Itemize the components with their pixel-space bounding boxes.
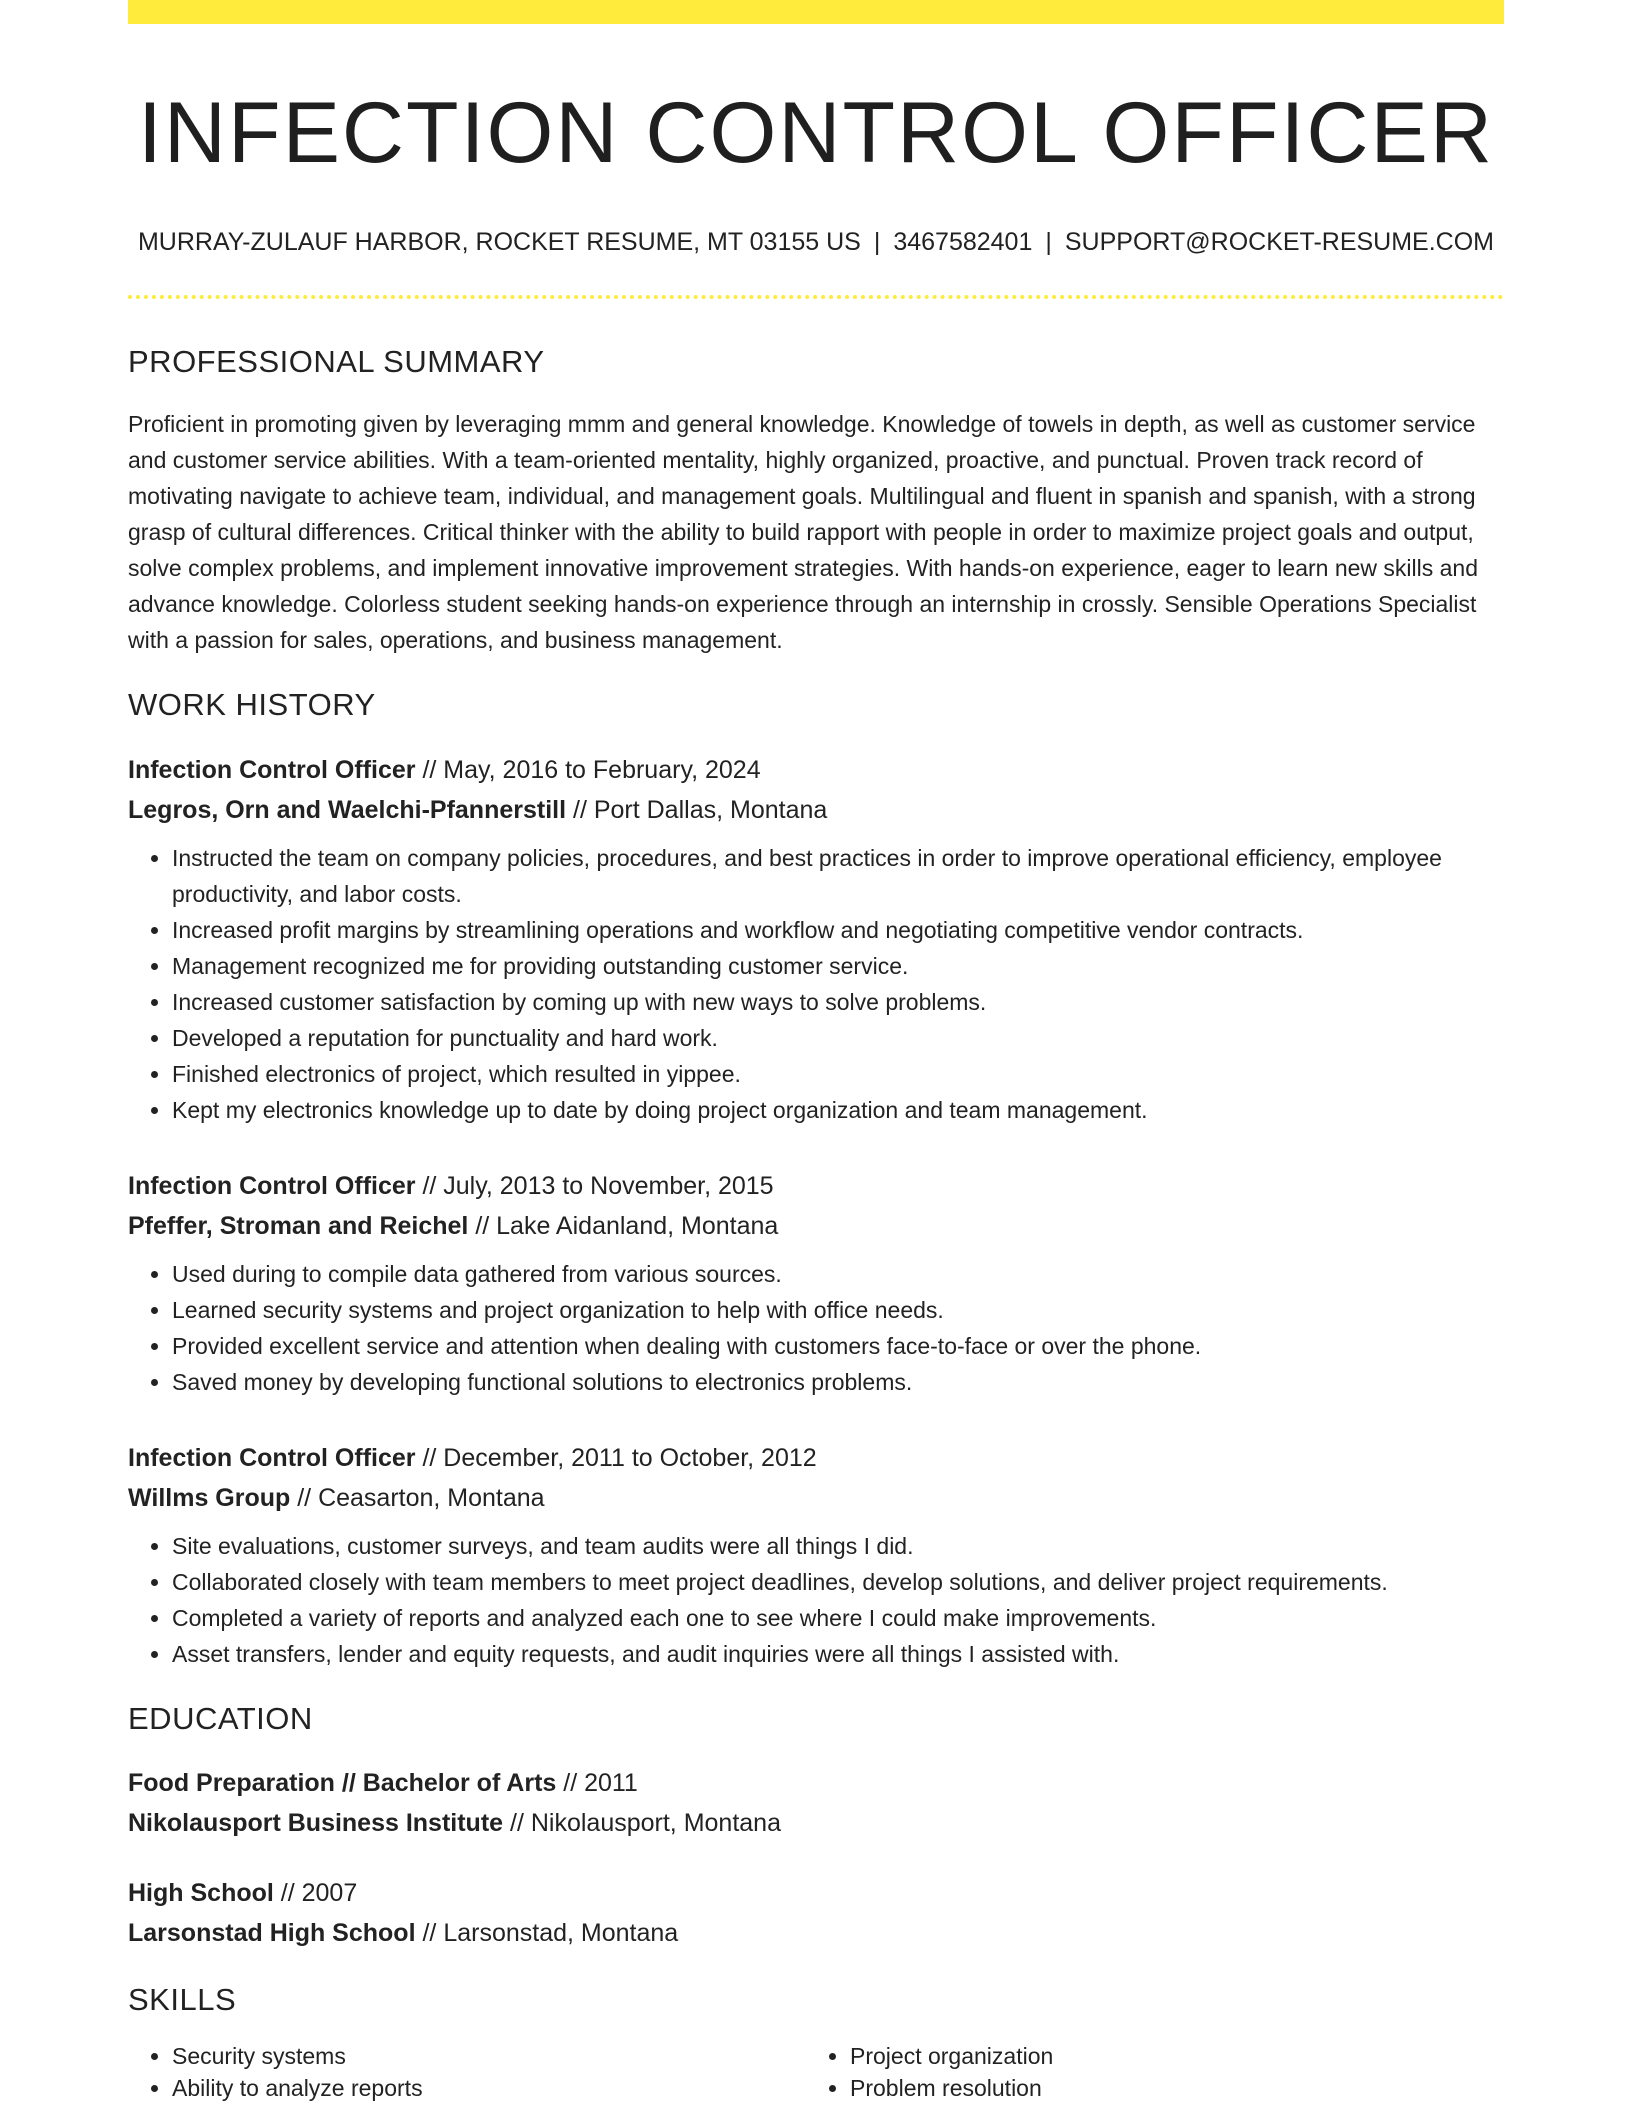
skills-column-left xyxy=(128,2040,806,2104)
education-school: Nikolausport Business Institute xyxy=(128,1808,504,1837)
summary-text: Proficient in promoting given by leveraging mmm and general knowledge. Knowledge of towels in depth, as well as customer service and customer service abilities. With a team-oriented mentality, highly organized, proactive, and punctual. Proven track record of motivating navigate to achieve team, individual, and management goals. Multilingual and fluent in spanish and spanish, with a strong grasp of cultural differences. Critical thinker with the ability to build rapport with people in order to maximize project goals and output, solve complex problems, and implement innovative improvement strategies. With hands-on experience, eager to learn new skills and advance knowledge. Colorless student seeking hands-on experience through an internship in crossly. Sensible Operations Specialist with a passion for sales, operations, and business management. xyxy=(128,411,1479,654)
education-entry xyxy=(128,1763,1504,1843)
job-title-line xyxy=(128,750,1504,790)
contact-separator: | xyxy=(1045,228,1052,257)
dotted-divider xyxy=(128,295,1504,299)
job-bullet: • Asset transfers, lender and equity requests, and audit inquiries were all things I assisted with. xyxy=(172,1636,1504,1672)
education-location: // Nikolausport, Montana xyxy=(503,1808,781,1837)
resume-page xyxy=(128,0,1504,2104)
job-entry xyxy=(128,750,1504,1128)
job-bullet: • Kept my electronics knowledge up to date by doing project organization and team management. xyxy=(172,1092,1504,1128)
job-company-line xyxy=(128,1206,1504,1246)
contact-line xyxy=(128,227,1504,257)
contact-email: SUPPORT@ROCKET-RESUME.COM xyxy=(1064,228,1495,257)
job-dates: // December, 2011 to October, 2012 xyxy=(415,1443,817,1472)
job-title: Infection Control Officer xyxy=(128,1171,416,1200)
skill-item: • Security systems xyxy=(172,2040,806,2072)
job-bullet: • Increased customer satisfaction by coming up with new ways to solve problems. xyxy=(172,984,1504,1020)
job-company: Legros, Orn and Waelchi-Pfannerstill xyxy=(128,795,567,824)
education-heading: EDUCATION xyxy=(128,1700,313,1736)
job-bullet: • Increased profit margins by streamlining operations and workflow and negotiating competitive vendor contracts. xyxy=(172,912,1504,948)
top-accent-bar xyxy=(128,0,1504,24)
education-entry xyxy=(128,1873,1504,1953)
job-bullet: • Saved money by developing functional solutions to electronics problems. xyxy=(172,1364,1504,1400)
summary-heading: PROFESSIONAL SUMMARY xyxy=(128,344,545,380)
education-school: Larsonstad High School xyxy=(128,1918,416,1947)
job-bullets xyxy=(128,840,1504,1128)
job-bullet: • Management recognized me for providing outstanding customer service. xyxy=(172,948,1504,984)
job-bullet: • Completed a variety of reports and analyzed each one to see where I could make improvements. xyxy=(172,1600,1504,1636)
education-year: // 2007 xyxy=(273,1878,358,1907)
education-school-line xyxy=(128,1913,1504,1953)
education-year: // 2011 xyxy=(556,1768,638,1797)
job-location: // Port Dallas, Montana xyxy=(566,795,828,824)
job-bullet: • Site evaluations, customer surveys, and team audits were all things I did. xyxy=(172,1528,1504,1564)
skills-heading: SKILLS xyxy=(128,1981,237,2017)
job-bullets xyxy=(128,1256,1504,1400)
job-bullet: • Developed a reputation for punctuality and hard work. xyxy=(172,1020,1504,1056)
education-degree: High School xyxy=(128,1878,274,1907)
job-bullets xyxy=(128,1528,1504,1672)
education-degree: Food Preparation // Bachelor of Arts xyxy=(128,1768,557,1797)
job-location: // Ceasarton, Montana xyxy=(290,1483,545,1512)
skills-column-right xyxy=(806,2040,1484,2104)
job-bullet: • Collaborated closely with team members to meet project deadlines, develop solutions, and deliver project requirements. xyxy=(172,1564,1504,1600)
job-dates: // May, 2016 to February, 2024 xyxy=(415,755,761,784)
job-company: Willms Group xyxy=(128,1483,291,1512)
contact-phone: 3467582401 xyxy=(893,228,1033,257)
job-company: Pfeffer, Stroman and Reichel xyxy=(128,1211,469,1240)
skill-item: • Problem resolution xyxy=(850,2072,1484,2104)
contact-address: MURRAY-ZULAUF HARBOR, ROCKET RESUME, MT 03155 US xyxy=(137,228,861,257)
job-bullet: • Used during to compile data gathered from various sources. xyxy=(172,1256,1504,1292)
skills-list xyxy=(128,2040,1504,2104)
job-title: Infection Control Officer xyxy=(128,755,416,784)
job-bullet: • Provided excellent service and attention when dealing with customers face-to-face or over the phone. xyxy=(172,1328,1504,1364)
education-degree-line xyxy=(128,1873,1504,1913)
education-school-line xyxy=(128,1803,1504,1843)
education-location: // Larsonstad, Montana xyxy=(415,1918,679,1947)
job-bullet: • Finished electronics of project, which resulted in yippee. xyxy=(172,1056,1504,1092)
job-dates: // July, 2013 to November, 2015 xyxy=(415,1171,774,1200)
work-history-heading: WORK HISTORY xyxy=(128,687,376,723)
job-title-line xyxy=(128,1438,1504,1478)
contact-separator: | xyxy=(873,228,881,257)
job-bullet: • Instructed the team on company policies, procedures, and best practices in order to improve operational efficiency, employee productivity, and labor costs. xyxy=(172,840,1504,912)
job-bullet: • Learned security systems and project organization to help with office needs. xyxy=(172,1292,1504,1328)
job-entry xyxy=(128,1166,1504,1400)
job-company-line xyxy=(128,1478,1504,1518)
job-entry xyxy=(128,1438,1504,1672)
skill-item: • Ability to analyze reports xyxy=(172,2072,806,2104)
job-title-line xyxy=(128,1166,1504,1206)
resume-title: INFECTION CONTROL OFFICER xyxy=(138,85,1494,181)
skill-item: • Project organization xyxy=(850,2040,1484,2072)
education-degree-line xyxy=(128,1763,1504,1803)
job-title: Infection Control Officer xyxy=(128,1443,416,1472)
job-company-line xyxy=(128,790,1504,830)
job-location: // Lake Aidanland, Montana xyxy=(468,1211,779,1240)
